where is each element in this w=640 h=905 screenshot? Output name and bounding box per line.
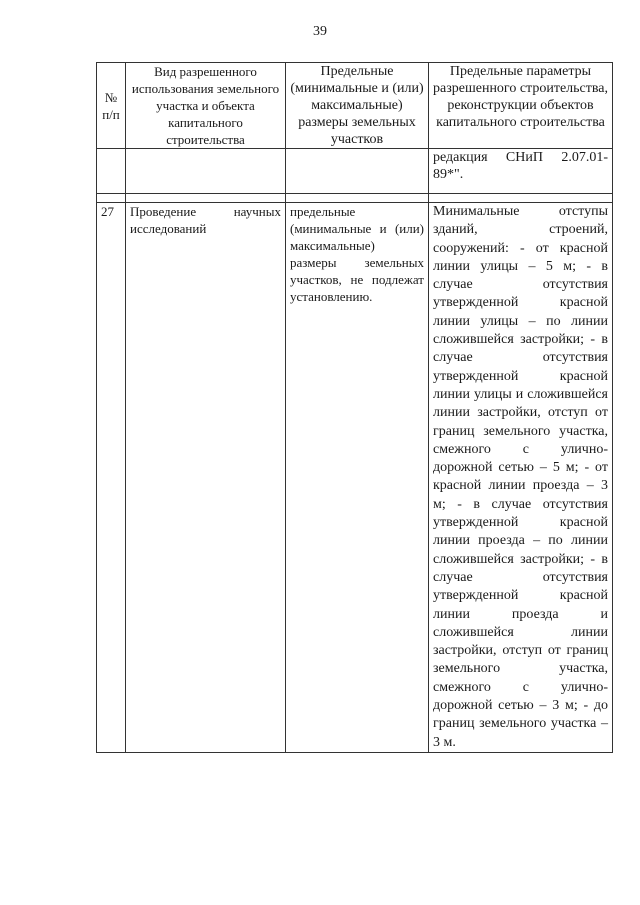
table-header-row (97, 63, 613, 149)
regulations-table (96, 62, 613, 753)
continuation-params-cell: редакция СНиП 2.07.01-89*". (429, 149, 613, 194)
table-row (97, 203, 613, 753)
continuation-row (97, 149, 613, 194)
header-use-type: Вид разрешенного использования земельного участка и объекта капитального строительства (126, 63, 286, 149)
row-number: 27 (97, 203, 126, 753)
spacer-cell (97, 194, 126, 203)
continuation-use-type-cell (126, 149, 286, 194)
row-params: Минимальные отступы зданий, строений, сооружений: - от красной линии улицы – 5 м; - в случае отсутствия утвержденной красной линии улицы – по линии сложившейся застройки; - в случае отсутствия утвержденной красной линии улицы и сложившейся линии застройки, отступ от границ земельного участка, смежного с улично-дорожной сетью – 5 м; - от красной линии проезда – 3 м; - в случае отсутствия утвержденной красной линии проезда – по линии сложившейся застройки; - в случае отсутствия утвержденной красной линии проезда и сложившейся линии застройки, отступ от границ земельного участка, смежного с улично-дорожной сетью – 3 м; - до границ земельного участка – 3 м. (429, 203, 613, 753)
spacer-cell (429, 194, 613, 203)
header-params: Предельные параметры разрешенного строительства, реконструкции объектов капитального строительства (429, 63, 613, 149)
page-number: 39 (313, 24, 327, 39)
spacer-cell (126, 194, 286, 203)
header-plot-sizes: Предельные (минимальные и (или) максимальные) размеры земельных участков (286, 63, 429, 149)
header-number: № п/п (97, 63, 126, 149)
row-plot-sizes: предельные (минимальные и (или) максимальные) размеры земельных участков, не подлежат установлению. (286, 203, 429, 753)
spacer-cell (286, 194, 429, 203)
continuation-number-cell (97, 149, 126, 194)
spacer-row (97, 194, 613, 203)
row-use-type: Проведение научных исследований (126, 203, 286, 753)
continuation-plot-sizes-cell (286, 149, 429, 194)
